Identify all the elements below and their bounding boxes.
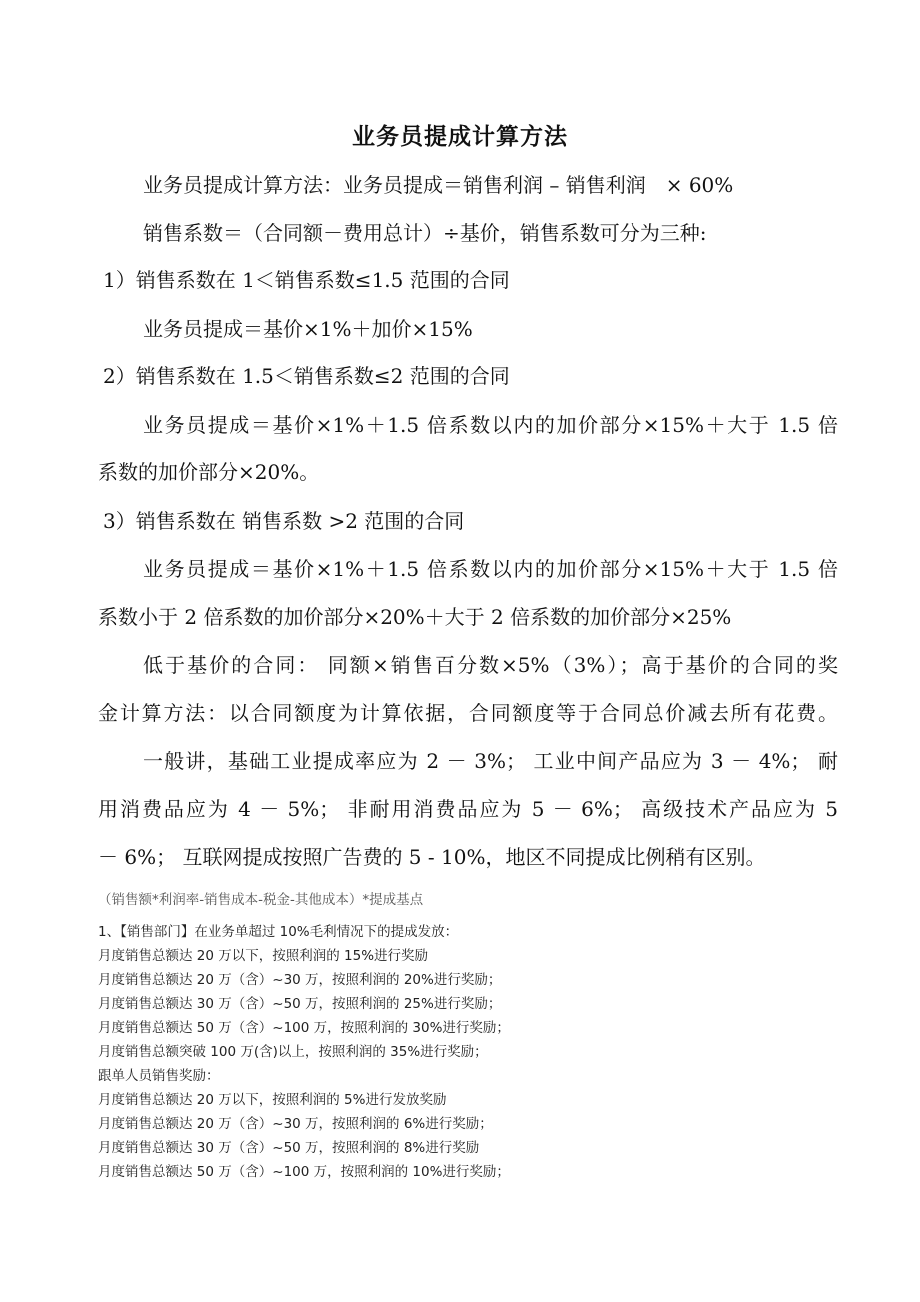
- document-title: 业务员提成计算方法: [352, 123, 568, 150]
- case-2-formula-line-1: 业务员提成＝基价×1%＋1.5 倍系数以内的加价部分×15%＋大于 1.5 倍: [143, 413, 838, 437]
- sales-dept-heading: 1、【销售部门】在业务单超过 10%毛利情况下的提成发放：: [98, 924, 459, 940]
- list-item: 月度销售总额达 30 万（含）~50 万，按照利润的 8%进行奖励: [98, 1140, 480, 1156]
- list-item: 月度销售总额达 20 万以下，按照利润的 15%进行奖励: [98, 948, 429, 964]
- formula-paragraph: 业务员提成计算方法：业务员提成＝销售利润 – 销售利润 × 60%: [143, 173, 734, 197]
- follow-up-staff-heading: 跟单人员销售奖励：: [98, 1068, 220, 1084]
- case-3-heading: 3）销售系数在 销售系数 >2 范围的合同: [103, 509, 465, 533]
- below-base-price-line-1: 低于基价的合同： 同额×销售百分数×5%（3%）；高于基价的合同的奖: [143, 653, 838, 677]
- list-item: 月度销售总额达 50 万（含）~100 万，按照利润的 30%进行奖励；: [98, 1020, 510, 1036]
- case-1-heading: 1）销售系数在 1＜销售系数≤1.5 范围的合同: [103, 268, 510, 292]
- case-3-formula-line-2: 系数小于 2 倍系数的加价部分×20%＋大于 2 倍系数的加价部分×25%: [98, 605, 732, 629]
- list-item: 月度销售总额达 20 万以下，按照利润的 5%进行发放奖励: [98, 1092, 447, 1108]
- case-2-formula-line-2: 系数的加价部分×20%。: [98, 460, 320, 484]
- industry-rates-line-1: 一般讲，基础工业提成率应为 2 － 3%； 工业中间产品应为 3 － 4%； 耐: [143, 749, 838, 773]
- list-item: 月度销售总额达 20 万（含）~30 万，按照利润的 6%进行奖励；: [98, 1116, 493, 1132]
- commission-base-note: （销售额*利润率-销售成本-税金-其他成本）*提成基点: [98, 892, 424, 908]
- industry-rates-line-3: － 6%； 互联网提成按照广告费的 5 - 10%，地区不同提成比例稍有区别。: [98, 845, 766, 869]
- case-1-formula: 业务员提成＝基价×1%＋加价×15%: [143, 317, 473, 341]
- below-base-price-line-2: 金计算方法：以合同额度为计算依据，合同额度等于合同总价减去所有花费。: [98, 701, 838, 725]
- list-item: 月度销售总额达 30 万（含）~50 万，按照利润的 25%进行奖励；: [98, 996, 502, 1012]
- list-item: 月度销售总额达 20 万（含）~30 万，按照利润的 20%进行奖励；: [98, 972, 502, 988]
- list-item: 月度销售总额突破 100 万(含)以上，按照利润的 35%进行奖励；: [98, 1044, 488, 1060]
- list-item: 月度销售总额达 50 万（含）~100 万，按照利润的 10%进行奖励；: [98, 1164, 510, 1180]
- case-3-formula-line-1: 业务员提成＝基价×1%＋1.5 倍系数以内的加价部分×15%＋大于 1.5 倍: [143, 557, 838, 581]
- case-2-heading: 2）销售系数在 1.5＜销售系数≤2 范围的合同: [103, 364, 510, 388]
- industry-rates-line-2: 用消费品应为 4 － 5%； 非耐用消费品应为 5 － 6%； 高级技术产品应为 5: [98, 797, 838, 821]
- coefficient-definition: 销售系数＝（合同额－费用总计）÷基价，销售系数可分为三种:: [143, 221, 707, 245]
